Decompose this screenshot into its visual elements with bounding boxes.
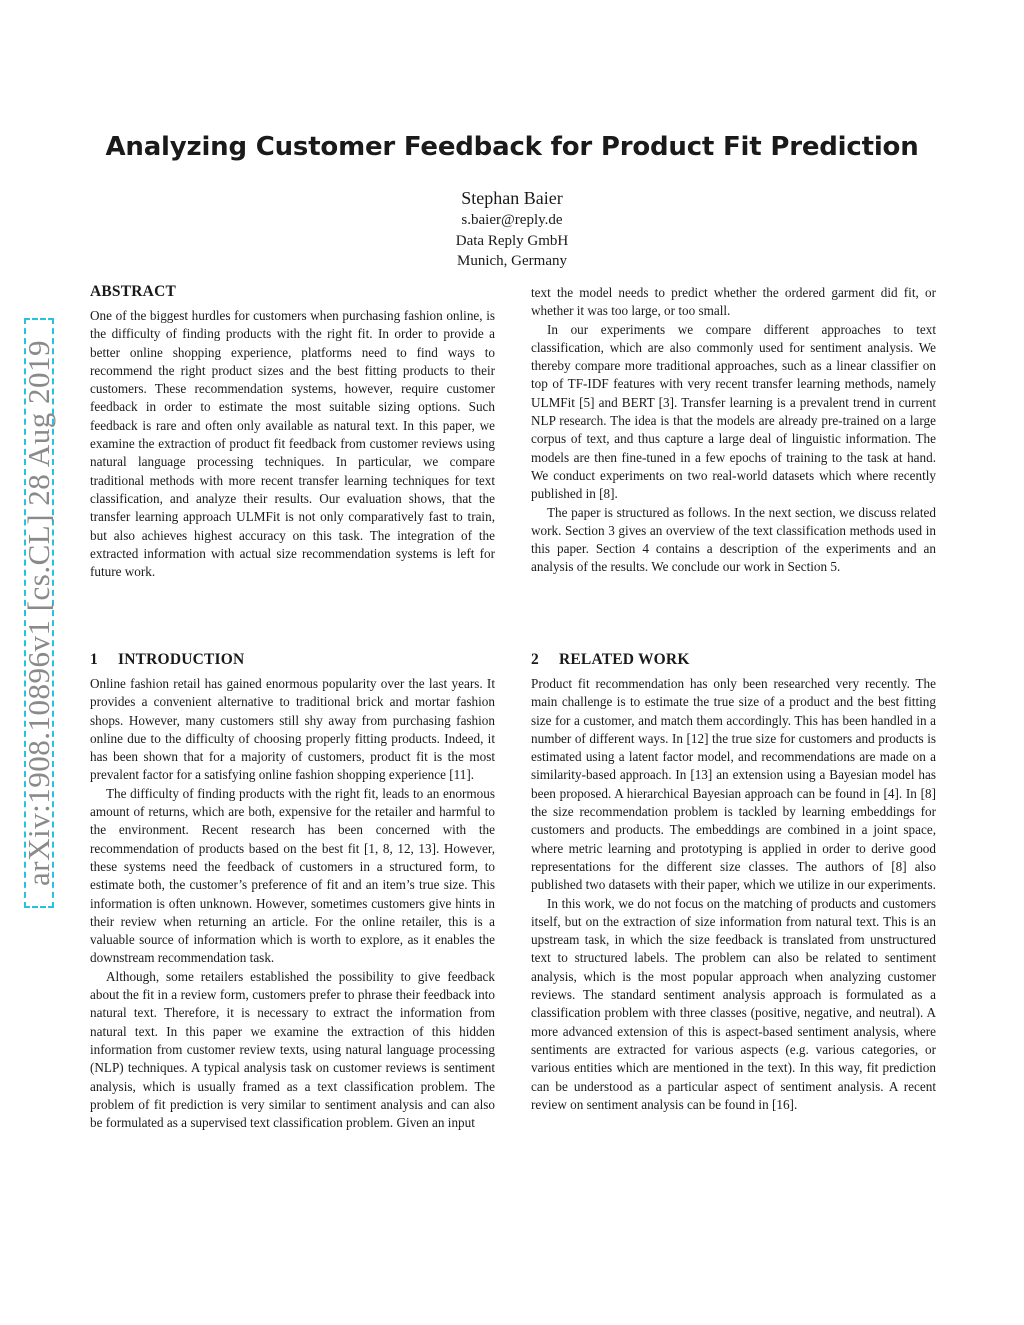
author-email: s.baier@reply.de — [461, 212, 563, 228]
related-work-number: 2 — [531, 651, 539, 668]
related-work-heading — [531, 650, 936, 670]
author-affiliation: Data Reply GmbH — [455, 232, 569, 249]
introduction-title: INTRODUCTION — [118, 651, 245, 668]
introduction-number: 1 — [90, 651, 98, 668]
abstract-heading: ABSTRACT — [90, 283, 177, 300]
abstract-text: One of the biggest hurdles for customers when purchasing fashion online, is the difficulty of finding products with the right fit. In order to provide a better online shopping experience, platforms need to find ways to recommend the right product sizes and the best fitting products to their customers. These recommendation systems, however, require customer feedback in order to estimate the most suitable sizing options. Such feedback is rare and often only available as natural text. In this paper, we examine the extraction of product fit feedback from customer reviews using natural language processing techniques. In particular, we compare traditional methods with more recent transfer learning techniques for text classification, and analyze their results. Our evaluation shows, that the transfer learning approach ULMFit is not only comparatively fast to train, but also achieves highest accuracy on this task. The integration of the extracted information with actual size recommendation systems is left for future work. — [90, 308, 495, 580]
arxiv-identifier: arXiv:1908.10896v1 [cs.CL] 28 Aug 2019 — [21, 340, 56, 886]
intro-continuation-paragraph-3: The paper is structured as follows. In the next section, we discuss related work. Section 3 gives an overview of the text classification methods used in this paper. Section 4 contains a description of the experiments and an analysis of the results. We conclude our work in Section 5. — [531, 504, 936, 575]
introduction-paragraph-1: Online fashion retail has gained enormous popularity over the last years. It provides a convenient alternative to traditional brick and mortar fashion shops. However, many customers still shy away from purchasing fashion online due to the difficulty of choosing properly fitting products. Indeed, it has been shown that for a majority of customers, product fit is the most prevalent factor for a satisfying online fashion shopping experience [11]. — [90, 676, 495, 783]
intro-continuation-paragraph-1: text the model needs to predict whether the ordered garment did fit, or whether it was too large, or too small. — [531, 285, 936, 319]
introduction-paragraph-3: Although, some retailers established the possibility to give feedback about the fit in a review form, customers prefer to phrase their feedback into natural text. Therefore, it is necessary to extract the information from natural text. In this paper we examine the extraction of this hidden information from customer review texts, using natural language processing (NLP) techniques. A typical analysis task on customer reviews is sentiment analysis, which is usually framed as a text classification problem. The problem of fit prediction is very similar to sentiment analysis and can also be formulated as a supervised text classification problem. Given an input — [90, 968, 495, 1131]
related-work-paragraph-2: In this work, we do not focus on the matching of products and customers itself, but on the extraction of size information from natural text. This is an upstream task, in which the size feedback is translated from unstructured text to structured labels. The problem can also be related to sentiment analysis, which is the most popular approach when analyzing customer reviews. The standard sentiment analysis approach is formulated as a classification problem with three classes (positive, negative, and neutral). A more advanced extension of this is aspect-based sentiment analysis, where sentiments are extracted for various aspects (e.g. various categories, or various entities which are mentioned in the text). In this way, fit prediction can be understood as a particular aspect of sentiment analysis. A recent review on sentiment analysis can be found in [16]. — [531, 895, 936, 1112]
abstract-section — [90, 282, 495, 581]
related-work-paragraph-1: Product fit recommendation has only been researched very recently. The main challenge is to estimate the true size of a product and the best fitting size for a customer, and match them accordingly. This has been handled in a number of different ways. In [12] the true size for customers and products is estimated using a latent factor model, and recommendations are made on a similarity-based approach. In [13] an extension using a Bayesian model has been proposed. A hierarchical Bayesian approach can be found in [4]. In [8] the size recommendation problem is tackled by learning embeddings for customers and products. The embeddings are combined in a joint space, where metric learning and prototyping is applied in order to derive good representations for the different size classes. The authors of [8] also published two datasets with their paper, which we utilize in our experiments. — [531, 676, 936, 893]
intro-continuation-paragraph-2: In our experiments we compare different approaches to text classification, which are also commonly used for sentiment analysis. We thereby compare more traditional approaches, such as a linear classifier on top of TF-IDF features with very recent transfer learning methods, namely ULMFit [5] and BERT [3]. Transfer learning is a prevalent trend in current NLP research. The idea is that the models are already pre-trained on a large corpus of text, and thus capture a large deal of linguistic information. The models are then fine-tuned in a few epochs of training to the task at hand. We conduct experiments on two real-world datasets which where recently published in [8]. — [531, 321, 936, 502]
related-work-section — [531, 650, 936, 1114]
related-work-title: RELATED WORK — [559, 651, 690, 668]
intro-continuation — [531, 284, 936, 577]
author-location: Munich, Germany — [457, 253, 567, 269]
introduction-section — [90, 650, 495, 1132]
introduction-heading — [90, 650, 495, 670]
author-name: Stephan Baier — [461, 188, 563, 208]
author-block — [0, 186, 1024, 272]
introduction-paragraph-2: The difficulty of finding products with the right fit, leads to an enormous amount of returns, which are both, expensive for the retailer and harmful to the environment. Recent research has been concerned with the recommendation of products based on the best fit [1, 8, 12, 13]. However, these systems need the feedback of customers in a structured form, to estimate both, the customer’s preference of fit and an item’s true size. This information is often unknown. However, sometimes customers give hints in their review when returning an article. For the online retailer, this is a valuable source of information which is worth to explore, as it enables the downstream recommendation task. — [90, 785, 495, 966]
paper-title: Analyzing Customer Feedback for Product Fit Prediction — [105, 132, 919, 162]
